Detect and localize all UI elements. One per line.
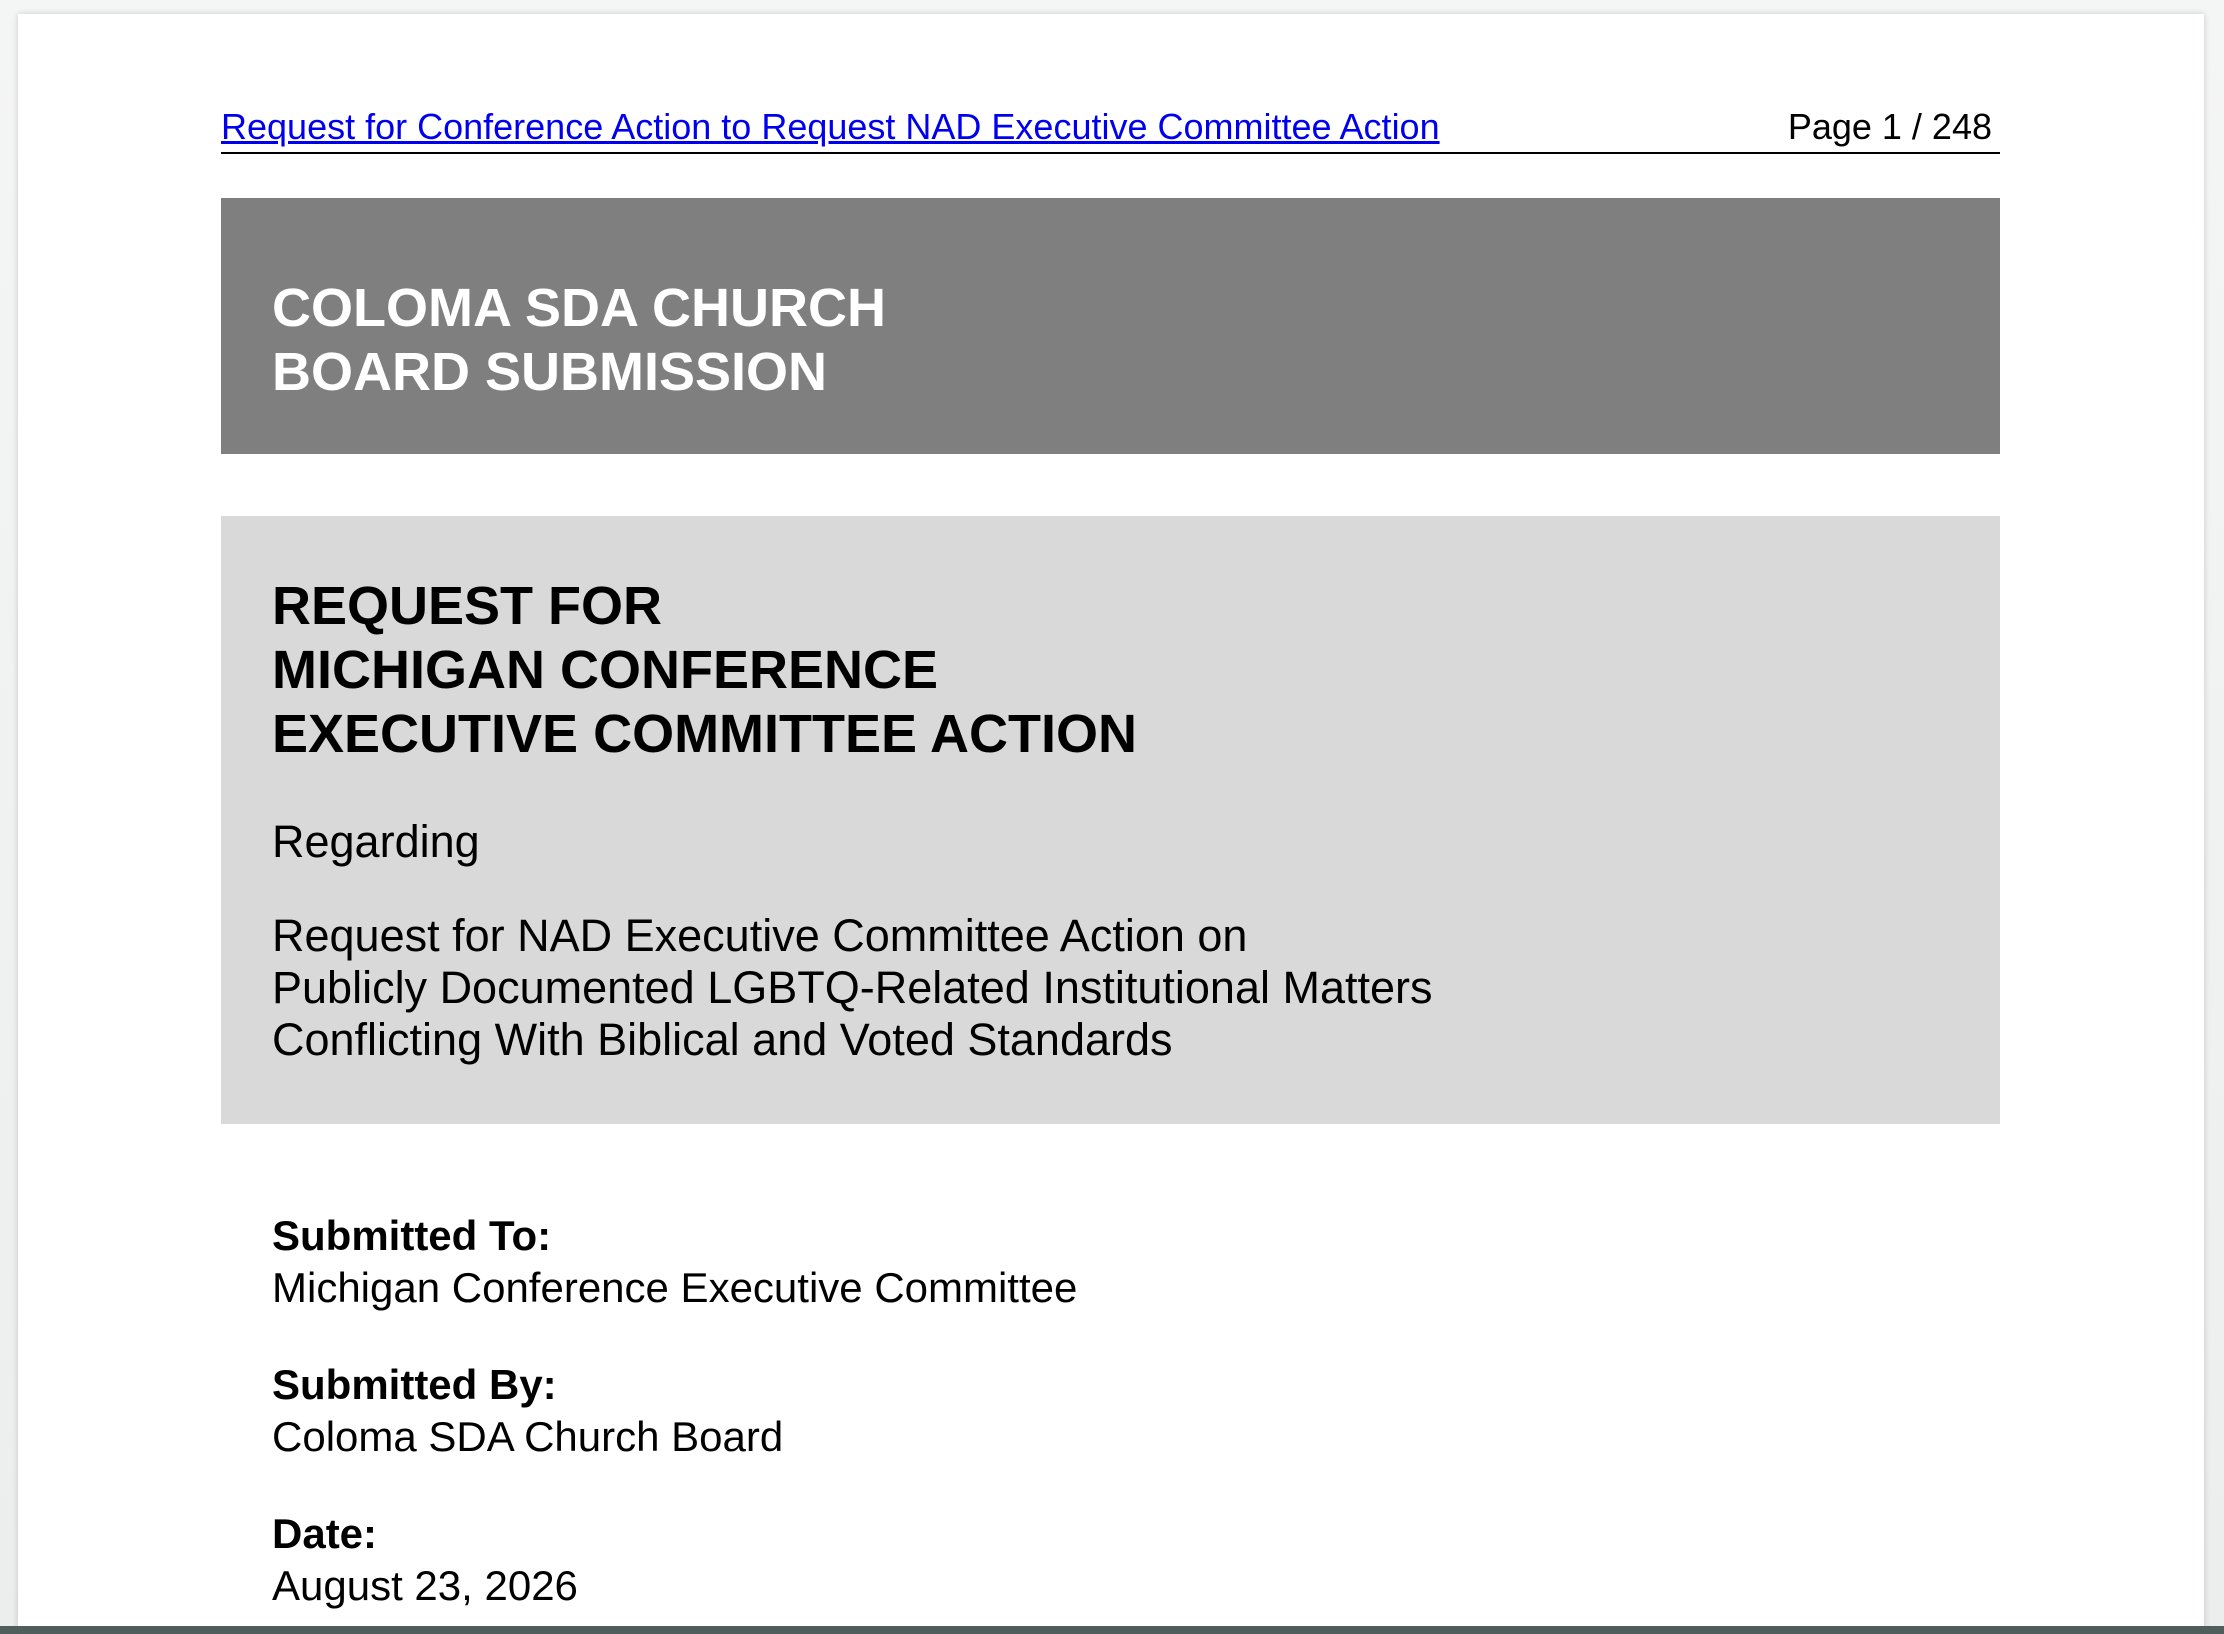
request-title-line: EXECUTIVE COMMITTEE ACTION — [272, 704, 1138, 764]
banner-title — [272, 276, 886, 404]
page-indicator: Page 1 / 248 — [1787, 106, 1992, 147]
submitted-by-label: Submitted By: — [272, 1361, 557, 1408]
subject-line: Publicly Documented LGBTQ-Related Institutional Matters — [272, 962, 1433, 1013]
church-banner — [221, 198, 2000, 454]
submitted-by-value: Coloma SDA Church Board — [272, 1413, 784, 1460]
request-title-line: MICHIGAN CONFERENCE — [272, 640, 939, 700]
window-bottom-edge — [0, 1626, 2224, 1634]
banner-line-1: COLOMA SDA CHURCH — [272, 278, 886, 338]
banner-line-2: BOARD SUBMISSION — [272, 342, 828, 402]
subject-line: Request for NAD Executive Committee Action on — [272, 910, 1248, 961]
date-value: August 23, 2026 — [272, 1562, 578, 1609]
document-page[interactable] — [18, 14, 2204, 1634]
date-label: Date: — [272, 1510, 378, 1557]
document-title-link[interactable]: Request for Conference Action to Request NAD Executive Committee Action — [221, 106, 1440, 147]
request-section — [221, 516, 2000, 1124]
request-title — [272, 574, 1137, 766]
request-title-line: REQUEST FOR — [272, 576, 663, 636]
regarding-label: Regarding — [272, 816, 480, 867]
subject-line: Conflicting With Biblical and Voted Standards — [272, 1014, 1173, 1065]
request-subject — [272, 910, 1433, 1066]
submitted-to-label: Submitted To: — [272, 1212, 552, 1259]
submitted-to-value: Michigan Conference Executive Committee — [272, 1264, 1078, 1311]
running-header — [221, 94, 2000, 154]
